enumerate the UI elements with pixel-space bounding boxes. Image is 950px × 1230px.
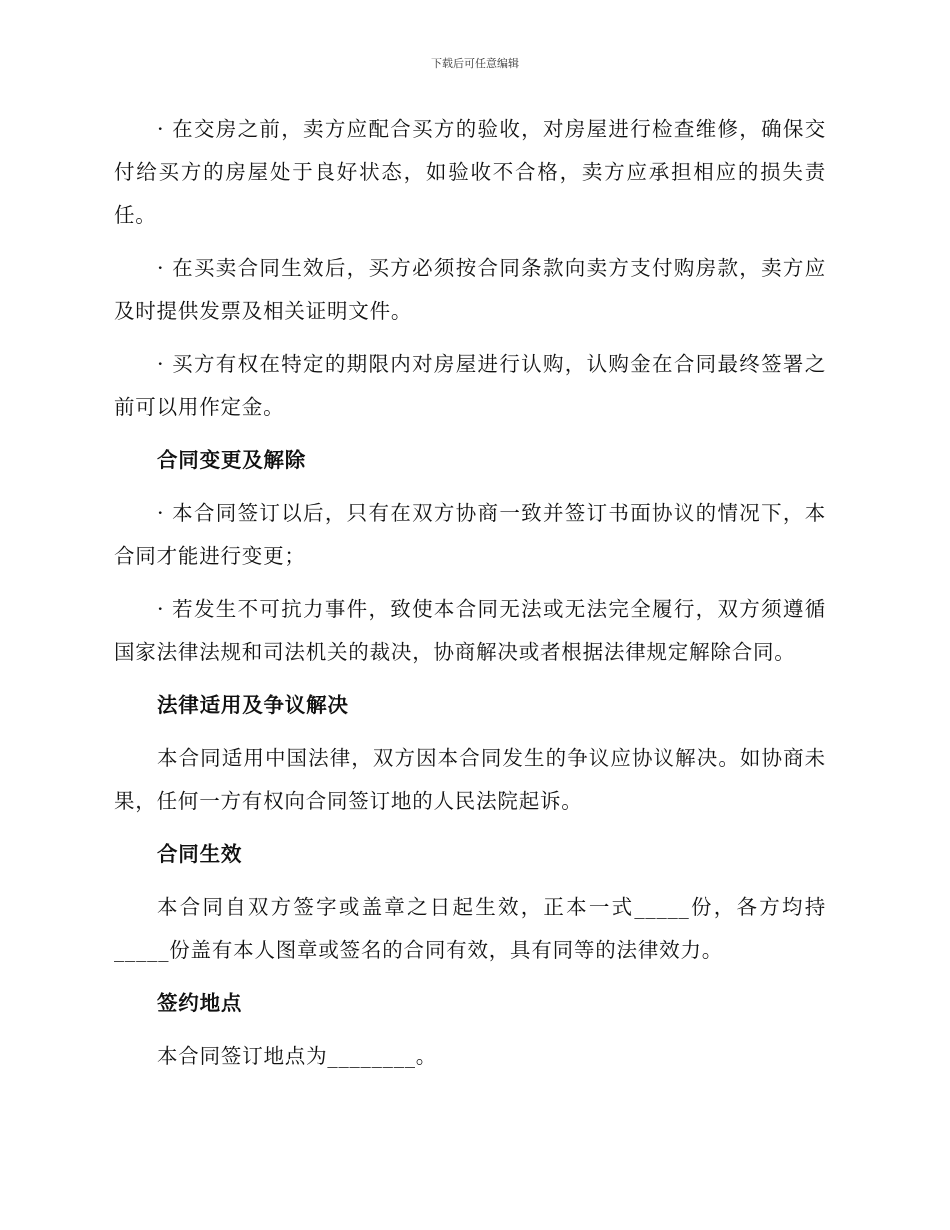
page-header-note: 下载后可任意编辑: [431, 57, 519, 70]
clause-effectiveness: 本合同自双方签字或盖章之日起生效，正本一式_____份，各方均持_____份盖有本人图章或签名的合同有效，具有同等的法律效力。: [114, 895, 826, 962]
section-heading-effectiveness: 合同生效: [157, 842, 243, 866]
clause-governing-law: 本合同适用中国法律，双方因本合同发生的争议应协议解决。如协商未果，任何一方有权向合同签订地的人民法院起诉。: [114, 746, 826, 813]
clause-signing-place: 本合同签订地点为________。: [157, 1044, 438, 1068]
section-heading-governing-law: 法律适用及争议解决: [157, 693, 349, 717]
clause-force-majeure: · 若发生不可抗力事件，致使本合同无法或无法完全履行，双方须遵循国家法律法规和司法机关的裁决，协商解决或者根据法律规定解除合同。: [114, 597, 826, 664]
clause-payment-invoice: · 在买卖合同生效后，买方必须按合同条款向卖方支付购房款，卖方应及时提供发票及相关证明文件。: [114, 256, 826, 323]
clause-modification: · 本合同签订以后，只有在双方协商一致并签订书面协议的情况下，本合同才能进行变更；: [114, 501, 826, 568]
document-body: [114, 108, 826, 1088]
clause-handover-inspection: · 在交房之前，卖方应配合买方的验收，对房屋进行检查维修，确保交付给买方的房屋处于良好状态，如验收不合格，卖方应承担相应的损失责任。: [114, 117, 826, 227]
section-heading-signing-place: 签约地点: [157, 991, 243, 1015]
section-heading-modification: 合同变更及解除: [157, 448, 307, 472]
clause-subscription-deposit: · 买方有权在特定的期限内对房屋进行认购，认购金在合同最终签署之前可以用作定金。: [114, 352, 826, 419]
